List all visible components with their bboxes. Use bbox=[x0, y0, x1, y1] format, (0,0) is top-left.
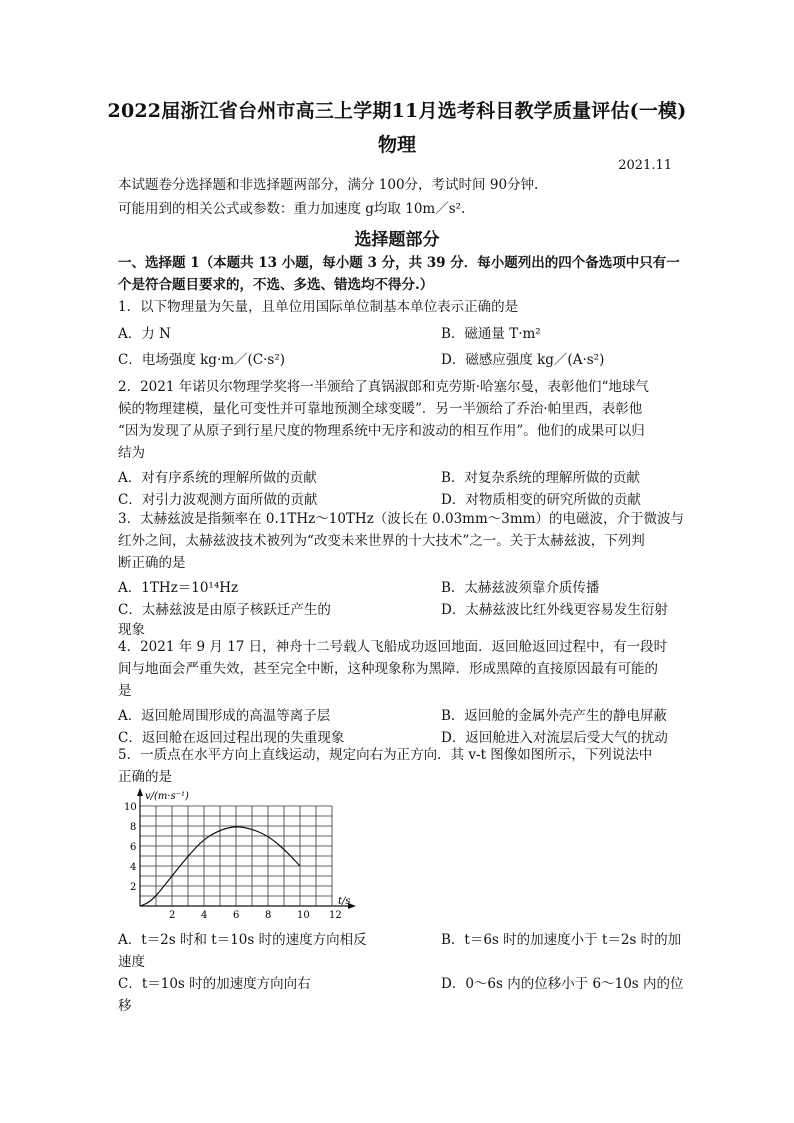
intro-line-2: 可能用到的相关公式或参数：重力加速度 g均取 10m／s². bbox=[118, 201, 466, 217]
q3-option-a: A．1THz＝10¹⁴Hz bbox=[118, 580, 239, 596]
q5-option-d: D．0～6s 内的位移小于 6～10s 内的位 bbox=[441, 976, 684, 992]
instruction-line-2: 个是符合题目要求的，不选、多选、错选均不得分.） bbox=[118, 277, 434, 293]
q2-line-3: “因为发现了从原子到行星尺度的物理系统中无序和波动的相互作用”。他们的成果可以归 bbox=[118, 423, 645, 439]
q3-line-3: 断正确的是 bbox=[118, 555, 186, 571]
instruction-line-1: 一、选择题 1（本题共 13 小题，每小题 3 分，共 39 分．每小题列出的四个备选项中只有一 bbox=[118, 255, 680, 271]
x-tick-label: 10 bbox=[297, 910, 310, 921]
section-title: 选择题部分 bbox=[354, 230, 440, 250]
q5-line-2: 正确的是 bbox=[118, 769, 172, 785]
q4-option-b: B．返回舱的金属外壳产生的静电屏蔽 bbox=[441, 708, 667, 724]
q5-line-1: 5．一质点在水平方向上直线运动，规定向右为正方向．其 v-t 图像如图所示，下列说法中 bbox=[118, 747, 653, 763]
q2-option-a: A．对有序系统的理解所做的贡献 bbox=[118, 470, 317, 486]
q4-line-2: 间与地面会严重失效，甚至完全中断，这种现象称为黑障．形成黑障的直接原因最有可能的 bbox=[118, 661, 658, 677]
q2-line-2: 候的物理建模，量化可变性并可靠地预测全球变暖”．另一半颁给了乔治·帕里西，表彰他 bbox=[118, 401, 643, 417]
q2-option-b: B．对复杂系统的理解所做的贡献 bbox=[441, 470, 640, 486]
y-tick-label: 8 bbox=[130, 822, 137, 833]
y-axis-label: v/(m·s⁻¹) bbox=[145, 791, 189, 802]
q2-option-d: D．对物质相变的研究所做的贡献 bbox=[441, 492, 641, 508]
y-tick-label: 4 bbox=[130, 862, 137, 873]
q3-line-1: 3．太赫兹波是指频率在 0.1THz～10THz（波长在 0.03mm～3mm）的电磁波，介于微波与 bbox=[118, 511, 684, 527]
q3-option-b: B．太赫兹波须靠介质传播 bbox=[441, 580, 600, 596]
q4-line-1: 4．2021 年 9 月 17 日，神舟十二号载人飞船成功返回地面．返回舱返回过程中，有一段时 bbox=[118, 639, 668, 655]
q4-line-3: 是 bbox=[118, 683, 132, 699]
q4-option-d: D．返回舱进入对流层后受大气的扰动 bbox=[441, 730, 668, 746]
q3-option-c-continued: 现象 bbox=[118, 622, 145, 638]
q1-option-c: C．电场强度 kg·m／(C·s²) bbox=[118, 352, 286, 368]
y-tick-label: 6 bbox=[130, 842, 137, 853]
x-tick-label: 6 bbox=[233, 910, 240, 921]
q5-option-b-continued: 速度 bbox=[118, 954, 145, 970]
chart-grid bbox=[140, 806, 332, 906]
q1-option-d: D．磁感应强度 kg／(A·s²) bbox=[441, 352, 605, 368]
q2-line-4: 结为 bbox=[118, 445, 145, 461]
q5-option-c: C．t＝10s 时的加速度方向向右 bbox=[118, 976, 311, 992]
q5-option-b: B．t＝6s 时的加速度小于 t＝2s 时的加 bbox=[441, 932, 682, 948]
vt-graph bbox=[118, 788, 358, 923]
exam-title: 2022届浙江省台州市高三上学期11月选考科目教学质量评估(一模) bbox=[107, 100, 687, 122]
exam-date: 2021.11 bbox=[618, 158, 672, 173]
subject-title: 物理 bbox=[377, 134, 416, 156]
y-tick-label: 2 bbox=[130, 882, 137, 893]
q3-line-2: 红外之间，太赫兹波技术被列为“改变未来世界的十大技术”之一。关于太赫兹波，下列判 bbox=[118, 533, 645, 549]
x-tick-label: 4 bbox=[201, 910, 208, 921]
y-tick-label: 10 bbox=[124, 802, 137, 813]
x-tick-label: 2 bbox=[169, 910, 176, 921]
q5-option-d-continued: 移 bbox=[118, 998, 132, 1014]
x-tick-label: 8 bbox=[265, 910, 272, 921]
q3-option-c: C．太赫兹波是由原子核跃迁产生的 bbox=[118, 602, 331, 618]
x-axis-label: t/s bbox=[338, 896, 351, 907]
q2-line-1: 2．2021 年诺贝尔物理学奖将一半颁给了真锅淑郎和克劳斯·哈塞尔曼，表彰他们“地球气 bbox=[118, 379, 649, 395]
q4-option-a: A．返回舱周围形成的高温等离子层 bbox=[118, 708, 331, 724]
q2-option-c: C．对引力波观测方面所做的贡献 bbox=[118, 492, 318, 508]
q1-option-a: A．力 N bbox=[118, 326, 171, 342]
q1-stem: 1．以下物理量为矢量，且单位用国际单位制基本单位表示正确的是 bbox=[118, 299, 519, 315]
y-axis-arrow bbox=[137, 788, 143, 796]
q4-option-c: C．返回舱在返回过程出现的失重现象 bbox=[118, 730, 345, 746]
q5-option-a: A．t＝2s 时和 t＝10s 时的速度方向相反 bbox=[118, 932, 367, 948]
q3-option-d: D．太赫兹波比红外线更容易发生衍射 bbox=[441, 602, 668, 618]
intro-line-1: 本试题卷分选择题和非选择题两部分，满分 100分，考试时间 90分钟. bbox=[118, 177, 539, 193]
x-tick-label: 12 bbox=[329, 910, 342, 921]
q1-option-b: B．磁通量 T·m² bbox=[441, 326, 541, 342]
